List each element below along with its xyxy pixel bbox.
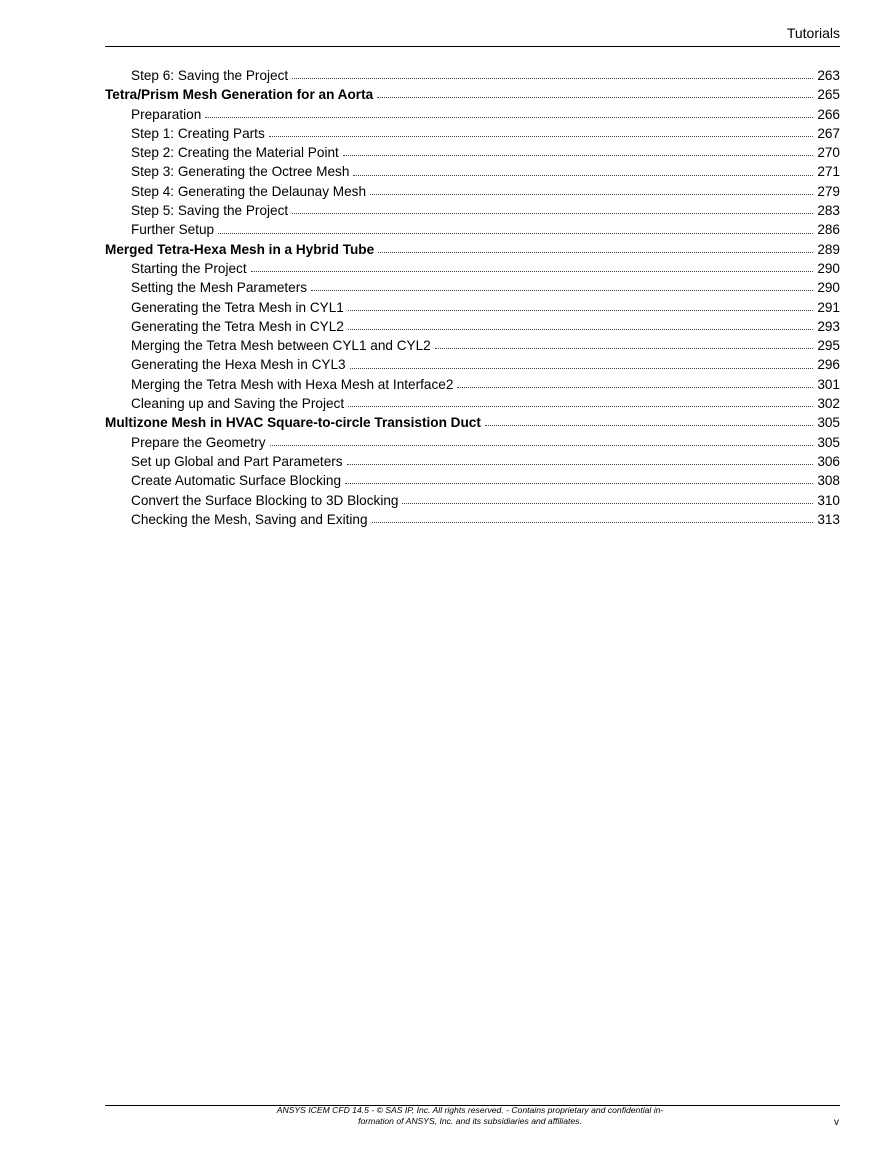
dot-leader (372, 522, 814, 523)
toc-entry-title[interactable]: Generating the Tetra Mesh in CYL2 (131, 318, 344, 334)
toc-entry-page[interactable]: 293 (817, 318, 840, 334)
dot-leader (350, 368, 814, 369)
page-number: v (834, 1117, 839, 1128)
toc-entry-title[interactable]: Preparation (131, 106, 202, 122)
toc-entry-title[interactable]: Step 4: Generating the Delaunay Mesh (131, 183, 367, 199)
toc-entry-title[interactable]: Cleaning up and Saving the Project (131, 396, 345, 412)
toc-entry-page[interactable]: 286 (817, 222, 840, 238)
toc-entry-page[interactable]: 302 (817, 396, 840, 412)
dot-leader (251, 271, 814, 272)
toc-entry-page[interactable]: 305 (817, 415, 840, 431)
toc-section-entry[interactable] (105, 220, 840, 239)
dot-leader (218, 233, 813, 234)
dot-leader (378, 252, 813, 253)
toc-entry-page[interactable]: 266 (817, 106, 840, 122)
toc-section-entry[interactable] (105, 510, 840, 529)
copyright-line-2: formation of ANSYS, Inc. and its subsidiaries and affiliates. (358, 1116, 582, 1126)
dot-leader (370, 194, 813, 195)
dot-leader (343, 155, 814, 156)
toc-section-entry[interactable] (105, 201, 840, 220)
dot-leader (485, 425, 813, 426)
toc-entry-title[interactable]: Step 6: Saving the Project (131, 68, 289, 83)
running-header-title: Tutorials (786, 25, 840, 41)
toc-entry-page[interactable]: 290 (817, 260, 840, 276)
toc-section-entry[interactable] (105, 491, 840, 510)
toc-entry-page[interactable]: 279 (817, 183, 840, 199)
toc-section-entry[interactable] (105, 452, 840, 471)
toc-entry-title[interactable]: Further Setup (131, 222, 215, 238)
dot-leader (269, 136, 814, 137)
toc-entry-page[interactable]: 290 (817, 280, 840, 296)
dot-leader (348, 406, 813, 407)
toc-chapter-entry[interactable] (105, 413, 840, 432)
toc-section-entry[interactable] (105, 375, 840, 394)
toc-section-entry[interactable] (105, 105, 840, 124)
toc-entry-page[interactable]: 270 (817, 145, 840, 161)
toc-chapter-entry[interactable] (105, 240, 840, 259)
toc-entry-page[interactable]: 310 (817, 492, 840, 508)
toc-entry-title[interactable]: Merged Tetra-Hexa Mesh in a Hybrid Tube (105, 241, 375, 257)
toc-entry-page[interactable]: 306 (817, 453, 840, 469)
toc-section-entry[interactable] (105, 143, 840, 162)
toc-entry-page[interactable]: 296 (817, 357, 840, 373)
toc-entry-page[interactable]: 291 (817, 299, 840, 315)
toc-entry-title[interactable]: Set up Global and Part Parameters (131, 453, 343, 469)
toc-entry-title[interactable]: Merging the Tetra Mesh with Hexa Mesh at Interface2 (131, 376, 454, 392)
toc-entry-title[interactable]: Setting the Mesh Parameters (131, 280, 308, 296)
toc-entry-title[interactable]: Step 3: Generating the Octree Mesh (131, 164, 350, 180)
toc-entry-title[interactable]: Generating the Tetra Mesh in CYL1 (131, 299, 344, 315)
toc-entry-title[interactable]: Multizone Mesh in HVAC Square-to-circle Transistion Duct (105, 415, 481, 431)
toc-entry-page[interactable]: 301 (817, 376, 840, 392)
toc-entry-page[interactable]: 308 (817, 473, 840, 489)
toc-entry-page[interactable]: 271 (817, 164, 840, 180)
toc-entry-title[interactable]: Merging the Tetra Mesh between CYL1 and CYL2 (131, 338, 431, 354)
toc-chapter-entry[interactable] (105, 85, 840, 104)
toc-section-entry[interactable] (105, 66, 840, 85)
toc-entry-page[interactable]: 295 (817, 338, 840, 354)
dot-leader (348, 310, 813, 311)
toc-entry-title[interactable]: Prepare the Geometry (131, 434, 266, 450)
toc-section-entry[interactable] (105, 162, 840, 181)
toc-entry-page[interactable]: 313 (817, 511, 840, 527)
dot-leader (402, 503, 813, 504)
toc-entry-page[interactable]: 267 (817, 125, 840, 141)
dot-leader (457, 387, 813, 388)
toc-entry-title[interactable]: Step 2: Creating the Material Point (131, 145, 339, 161)
toc-section-entry[interactable] (105, 298, 840, 317)
toc-section-entry[interactable] (105, 433, 840, 452)
dot-leader (353, 175, 813, 176)
dot-leader (292, 213, 813, 214)
toc-section-entry[interactable] (105, 394, 840, 413)
toc-section-entry[interactable] (105, 355, 840, 374)
dot-leader (345, 483, 813, 484)
toc-entry-title[interactable]: Create Automatic Surface Blocking (131, 473, 342, 489)
header-rule (105, 46, 840, 47)
dot-leader (311, 290, 813, 291)
toc-entry-page[interactable]: 305 (817, 434, 840, 450)
toc-section-entry[interactable] (105, 471, 840, 490)
dot-leader (377, 97, 813, 98)
dot-leader (347, 464, 814, 465)
copyright-line-1: ANSYS ICEM CFD 14.5 - © SAS IP, Inc. All rights reserved. - Contains proprietary and confidential in- (276, 1105, 664, 1115)
dot-leader (348, 329, 813, 330)
toc-entry-page[interactable]: 289 (817, 241, 840, 257)
toc-entry-title[interactable]: Starting the Project (131, 260, 247, 276)
toc-section-entry[interactable] (105, 278, 840, 297)
toc-section-entry[interactable] (105, 182, 840, 201)
dot-leader (205, 117, 813, 118)
toc-entry-title[interactable]: Generating the Hexa Mesh in CYL3 (131, 357, 346, 373)
toc-section-entry[interactable] (105, 124, 840, 143)
toc-section-entry[interactable] (105, 317, 840, 336)
toc-entry-title[interactable]: Step 1: Creating Parts (131, 125, 265, 141)
toc-entry-title[interactable]: Checking the Mesh, Saving and Exiting (131, 511, 368, 527)
dot-leader (270, 445, 814, 446)
dot-leader (292, 78, 813, 79)
toc-entry-page[interactable]: 265 (817, 87, 840, 103)
copyright-footer (240, 1105, 700, 1127)
toc-entry-page[interactable]: 263 (817, 68, 840, 83)
toc-entry-page[interactable]: 283 (817, 203, 840, 219)
table-of-contents (105, 66, 840, 529)
toc-entry-title[interactable]: Tetra/Prism Mesh Generation for an Aorta (105, 87, 374, 103)
toc-section-entry[interactable] (105, 336, 840, 355)
toc-section-entry[interactable] (105, 259, 840, 278)
dot-leader (435, 348, 814, 349)
toc-entry-title[interactable]: Step 5: Saving the Project (131, 203, 289, 219)
toc-entry-title[interactable]: Convert the Surface Blocking to 3D Blocking (131, 492, 399, 508)
